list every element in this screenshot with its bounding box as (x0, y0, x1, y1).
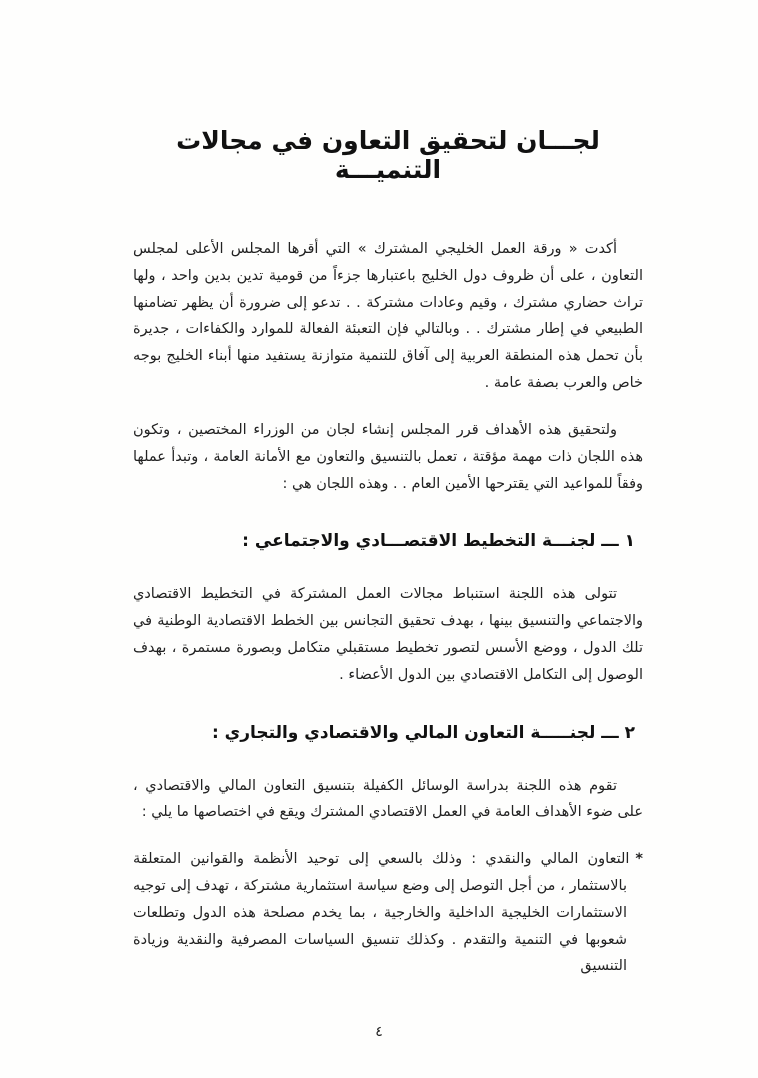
section-heading-financial-committee: ٢ ـــ لجنـــــة التعاون المالي والاقتصادي والتجاري : (211, 722, 635, 743)
section-heading-planning-committee: ١ ـــ لجنـــة التخطيط الاقتصـــادي والاجتماعي : (242, 531, 635, 552)
section-body-planning-committee: تتولى هذه اللجنة استنباط مجالات العمل المشتركة في التخطيط الاقتصادي والاجتماعي والتنسيق بينها ، بهدف تحقيق التجانس بين الخطط الاقتصادية الوطنية في تلك الدول ، ووضع الأسس لتصور تخطيط مستقبلي متكامل وبصورة مستمرة ، بهدف الوصول إلى التكامل الاقتصادي بين الدول الأعضاء . (133, 586, 643, 683)
document-content (133, 0, 643, 980)
intro-paragraph-1: أكدت « ورقة العمل الخليجي المشترك » التي أقرها المجلس الأعلى لمجلس التعاون ، على أن ظروف دول الخليج باعتبارها جزءاً من قومية تدين بدين واحد ، ولها تراث حضاري مشترك ، وقيم وعادات مشتركة . . تدعو إلى ضرورة أن يظهر تضامنها الطبيعي في إطار مشترك . . وبالتالي فإن التعبئة الفعالة للموارد والكفاءات ، جديرة بأن تحمل هذه المنطقة العربية إلى آفاق للتنمية متوازنة يستفيد منها أبناء الخليج بوجه خاص والعرب بصفة عامة . (133, 241, 643, 392)
bullet-marker: * (635, 851, 643, 868)
page-number: ٤ (375, 1024, 383, 1040)
intro-paragraph-2: ولتحقيق هذه الأهداف قرر المجلس إنشاء لجان من الوزراء المختصين ، وتكون هذه اللجان ذات مهمة مؤقتة ، تعمل بالتنسيق والتعاون مع الأمانة العامة ، وتبدأ عملها وفقاً للمواعيد التي يقترحها الأمين العام . . وهذه اللجان هي : (133, 421, 643, 492)
bullet-text: التعاون المالي والنقدي : وذلك بالسعي إلى توحيد الأنظمة والقوانين المتعلقة بالاستثمار ، من أجل التوصل إلى وضع سياسة استثمارية مشتركة ، تهدف إلى توجيه الاستثمارات الخليجية الداخلية والخارجية ، بما يخدم مصلحة هذه الدول وتطلعات شعوبها في التنمية والتقدم . وكذلك تنسيق السياسات المصرفية والنقدية وزيادة التنسيق (133, 851, 630, 975)
page-title: لجـــان لتحقيق التعاون في مجالات التنميـــة (176, 126, 600, 184)
bullet-item (133, 846, 643, 980)
section-body-financial-committee: تقوم هذه اللجنة بدراسة الوسائل الكفيلة بتنسيق التعاون المالي والاقتصادي ، على ضوء الأهداف العامة في العمل الاقتصادي المشترك ويقع في اختصاصها ما يلي : (133, 777, 643, 821)
